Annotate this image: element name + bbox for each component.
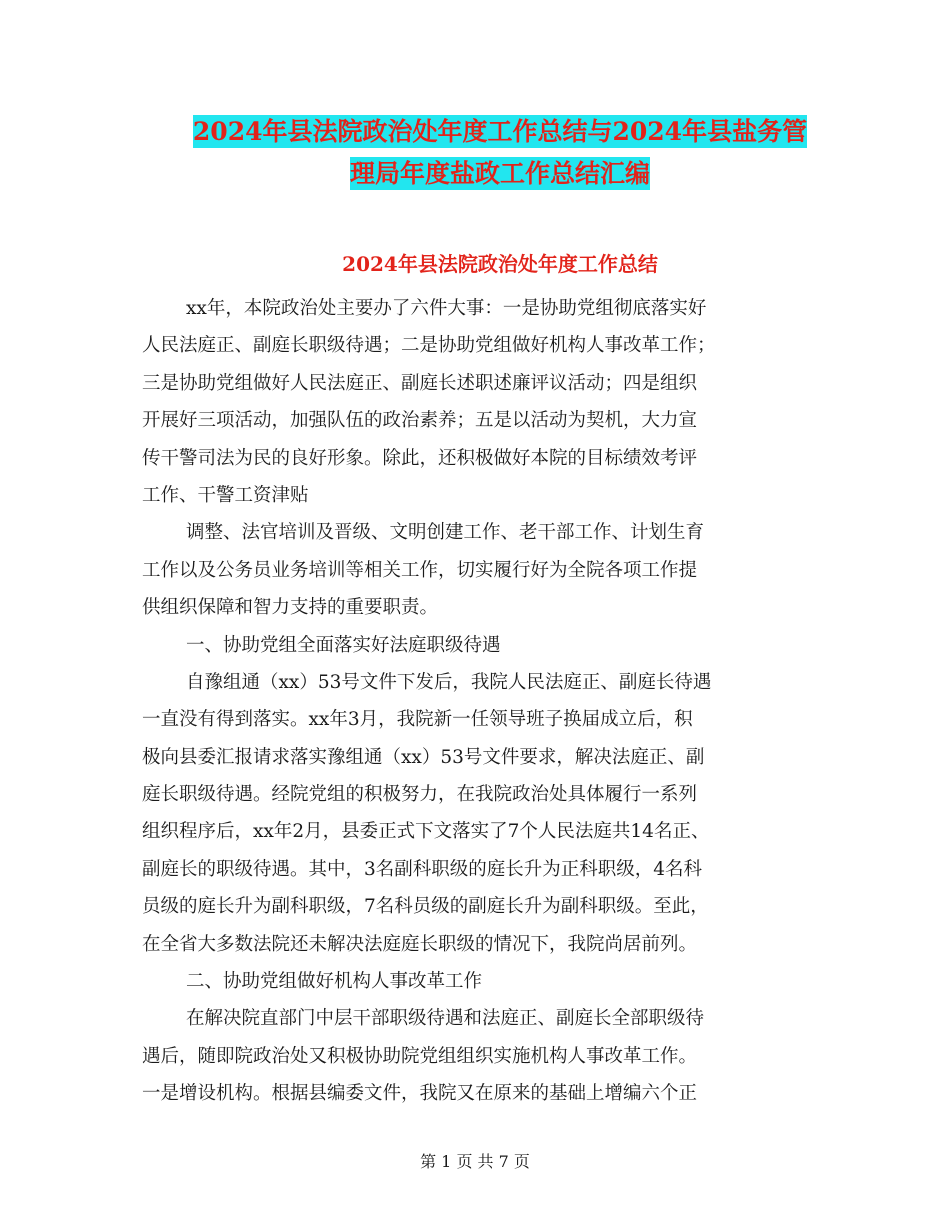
paragraph-line: 遇后，随即院政治处又积极协助院党组组织实施机构人事改革工作。 — [142, 1045, 698, 1067]
paragraph-line: 开展好三项活动，加强队伍的政治素养；五是以活动为契机，大力宣 — [142, 410, 698, 432]
paragraph-line: 工作以及公务员业务培训等相关工作，切实履行好为全院各项工作提 — [142, 559, 698, 581]
paragraph-line: xx年，本院政治处主要办了六件大事：一是协助党组彻底落实好 — [186, 298, 707, 319]
paragraph-line: 员级的庭长升为副科职级，7名科员级的副庭长升为副科职级。至此， — [142, 896, 709, 918]
paragraph-line: 传干警司法为民的良好形象。除此，还积极做好本院的目标绩效考评 — [142, 447, 698, 469]
paragraph-line: 自豫组通（xx）53号文件下发后，我院人民法庭正、副庭长待遇 — [186, 671, 712, 693]
paragraph-line: 庭长职级待遇。经院党组的积极努力，在我院政治处具体履行一系列 — [142, 784, 698, 806]
title-highlight: 2024年县法院政治处年度工作总结与2024年县盐务管 — [192, 117, 808, 146]
title-highlight: 理局年度盐政工作总结汇编 — [349, 159, 650, 188]
paragraph-line: 极向县委汇报请求落实豫组通（xx）53号文件要求，解决法庭正、副 — [142, 746, 705, 768]
paragraph-line: 在解决院直部门中层干部职级待遇和法庭正、副庭长全部职级待 — [186, 1008, 705, 1030]
paragraph-line: 调整、法官培训及晋级、文明创建工作、老干部工作、计划生育 — [186, 522, 705, 544]
paragraph-line: 工作、干警工资津贴 — [142, 484, 309, 506]
section-title: 2024年县法院政治处年度工作总结 — [342, 252, 658, 276]
paragraph-line: 一是增设机构。根据县编委文件，我院又在原来的基础上增编六个正 — [142, 1083, 698, 1105]
paragraph-line: 三是协助党组做好人民法庭正、副庭长述职述廉评议活动；四是组织 — [142, 372, 698, 394]
paragraph-line: 在全省大多数法院还未解决法庭庭长职级的情况下，我院尚居前列。 — [142, 933, 698, 955]
section-heading: 一、协助党组全面落实好法庭职级待遇 — [186, 634, 501, 656]
paragraph-line: 副庭长的职级待遇。其中，3名副科职级的庭长升为正科职级，4名科 — [142, 858, 703, 880]
paragraph-line: 一直没有得到落实。xx年3月，我院新一任领导班子换届成立后，积 — [142, 709, 693, 731]
document-title-line-2 — [140, 152, 860, 196]
section-heading: 二、协助党组做好机构人事改革工作 — [186, 971, 483, 993]
document-body — [142, 290, 822, 1113]
document-title-line-1 — [140, 110, 860, 154]
page-number-footer: 第 1 页 共 7 页 — [420, 1152, 530, 1171]
paragraph-line: 组织程序后，xx年2月，县委正式下文落实了7个人民法庭共14名正、 — [142, 821, 710, 843]
paragraph-line: 人民法庭正、副庭长职级待遇；二是协助党组做好机构人事改革工作； — [142, 335, 716, 357]
paragraph-line: 供组织保障和智力支持的重要职责。 — [142, 597, 439, 619]
